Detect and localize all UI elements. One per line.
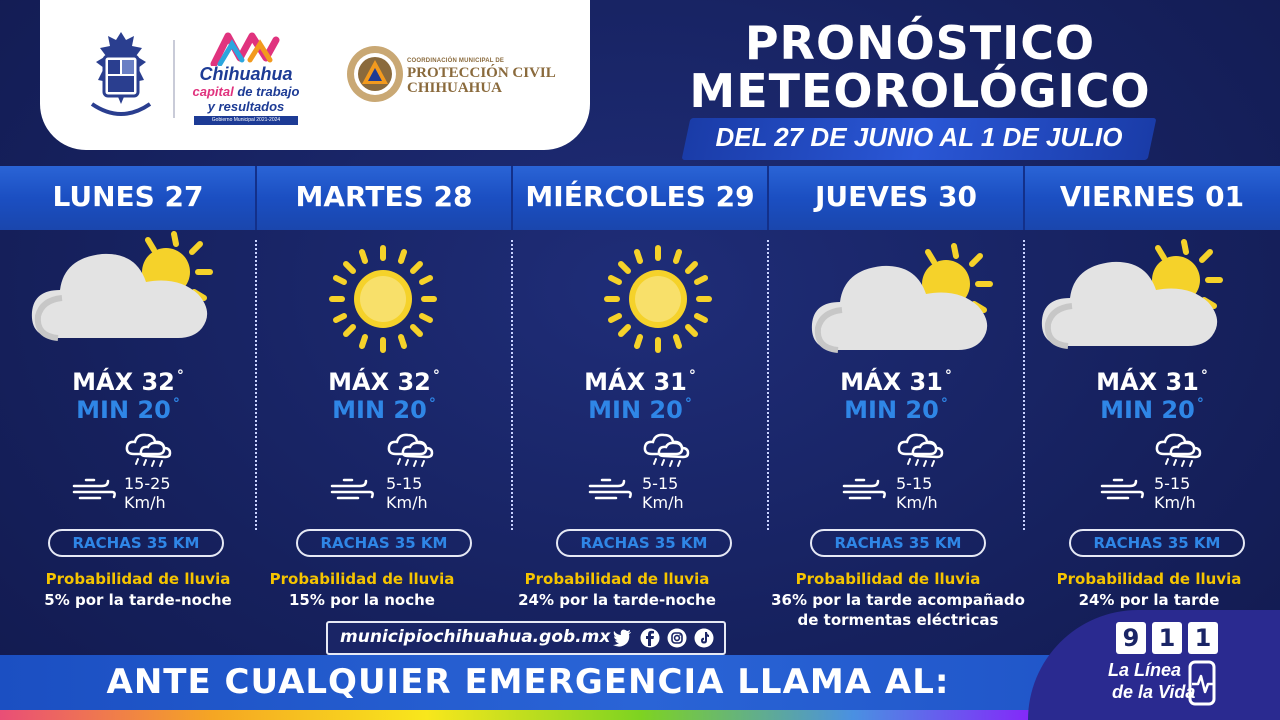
partly-cloudy-icon <box>28 228 214 348</box>
wind-speed: 5-15 Km/h <box>642 474 684 512</box>
rachas-badge: RACHAS 35 KM <box>48 529 224 557</box>
chihuahua-mountains-icon <box>210 30 280 66</box>
max-temp: MÁX 31 ° <box>1096 368 1208 396</box>
twitter-icon[interactable] <box>612 628 632 648</box>
min-temp: MIN 20 ° <box>1100 396 1204 424</box>
rain-probability-text: 24% por la tarde <box>1078 591 1220 609</box>
rain-probability-text: 5% por la tarde-noche <box>44 591 232 609</box>
wind-icon <box>330 478 374 502</box>
max-temp: MÁX 31 ° <box>584 368 696 396</box>
sun-icon <box>601 244 715 354</box>
date-range: DEL 27 DE JUNIO AL 1 DE JULIO <box>715 122 1123 152</box>
wind-speed: 5-15 Km/h <box>386 474 428 512</box>
digit-1: 1 <box>1152 622 1182 654</box>
chihuahua-logo-title: Chihuahua <box>199 64 293 84</box>
rain-probability-title: Probabilidad de lluvia <box>269 570 455 588</box>
website-link[interactable]: municipiochihuahua.gob.mx <box>340 627 611 647</box>
wind-icon <box>72 478 116 502</box>
rachas-badge: RACHAS 35 KM <box>556 529 732 557</box>
rain-probability-text: 24% por la tarde-noche <box>518 591 716 609</box>
rain-cloud-icon <box>124 432 174 468</box>
rain-cloud-icon <box>1154 432 1204 468</box>
partly-cloudy-icon <box>808 240 994 360</box>
linea-vida-line2: de la Vida <box>1112 682 1196 702</box>
linea-vida-line1: La Línea <box>1108 660 1182 680</box>
digit-9: 9 <box>1116 622 1146 654</box>
day-name: MARTES 28 <box>295 180 473 213</box>
page-title-line1: PRONÓSTICO <box>744 16 1096 70</box>
page-title-line2: METEOROLÓGICO <box>689 64 1151 118</box>
day-name: VIERNES 01 <box>1059 180 1245 213</box>
rain-cloud-icon <box>896 432 946 468</box>
chihuahua-logo-subtitle-2: y resultados <box>207 99 285 114</box>
pc-title-line2: CHIHUAHUA <box>407 80 503 96</box>
max-temp: MÁX 32 ° <box>328 368 440 396</box>
partly-cloudy-icon <box>1038 236 1224 356</box>
rachas-badge: RACHAS 35 KM <box>1069 529 1245 557</box>
max-temp: MÁX 32 ° <box>72 368 184 396</box>
facebook-icon[interactable] <box>640 628 660 648</box>
municipal-seal-icon <box>82 28 160 124</box>
sun-icon <box>326 244 440 354</box>
rain-probability-text: 15% por la noche <box>288 591 435 609</box>
tiktok-icon[interactable] <box>694 628 714 648</box>
day-name: JUEVES 30 <box>815 180 977 213</box>
min-temp: MIN 20 ° <box>844 396 948 424</box>
wind-speed: 15-25 Km/h <box>124 474 171 512</box>
chihuahua-logo <box>186 30 306 130</box>
rain-probability-text: 36% por la tarde acompañado de tormentas eléctricas <box>771 591 1025 629</box>
min-temp: MIN 20 ° <box>588 396 692 424</box>
rain-cloud-icon <box>642 432 692 468</box>
day-name: LUNES 27 <box>52 180 204 213</box>
phone-icon <box>1186 660 1220 706</box>
rain-probability-title: Probabilidad de lluvia <box>45 570 231 588</box>
divider <box>173 40 175 118</box>
chihuahua-logo-subtitle: capital de trabajo <box>192 84 300 99</box>
digit-1: 1 <box>1188 622 1218 654</box>
rain-probability-title: Probabilidad de lluvia <box>1056 570 1242 588</box>
day-name: MIÉRCOLES 29 <box>525 180 755 213</box>
wind-icon <box>1100 478 1144 502</box>
emergency-message: ANTE CUALQUIER EMERGENCIA LLAMA AL: <box>106 662 950 702</box>
rain-probability-title: Probabilidad de lluvia <box>795 570 981 588</box>
wind-icon <box>842 478 886 502</box>
chihuahua-logo-bar: Gobierno Municipal 2021-2024 <box>194 116 298 125</box>
wind-icon <box>588 478 632 502</box>
rain-cloud-icon <box>386 432 436 468</box>
rachas-badge: RACHAS 35 KM <box>296 529 472 557</box>
pc-subtitle: COORDINACIÓN MUNICIPAL DE <box>407 58 505 64</box>
logo-panel <box>40 0 590 150</box>
rachas-badge: RACHAS 35 KM <box>810 529 986 557</box>
wind-speed: 5-15 Km/h <box>1154 474 1196 512</box>
instagram-icon[interactable] <box>667 628 687 648</box>
wind-speed: 5-15 Km/h <box>896 474 938 512</box>
rain-probability-title: Probabilidad de lluvia <box>524 570 710 588</box>
max-temp: MÁX 31 ° <box>840 368 952 396</box>
min-temp: MIN 20 ° <box>76 396 180 424</box>
min-temp: MIN 20 ° <box>332 396 436 424</box>
pc-title-line1: PROTECCIÓN CIVIL <box>407 65 556 81</box>
proteccion-civil-emblem-icon <box>345 44 405 104</box>
